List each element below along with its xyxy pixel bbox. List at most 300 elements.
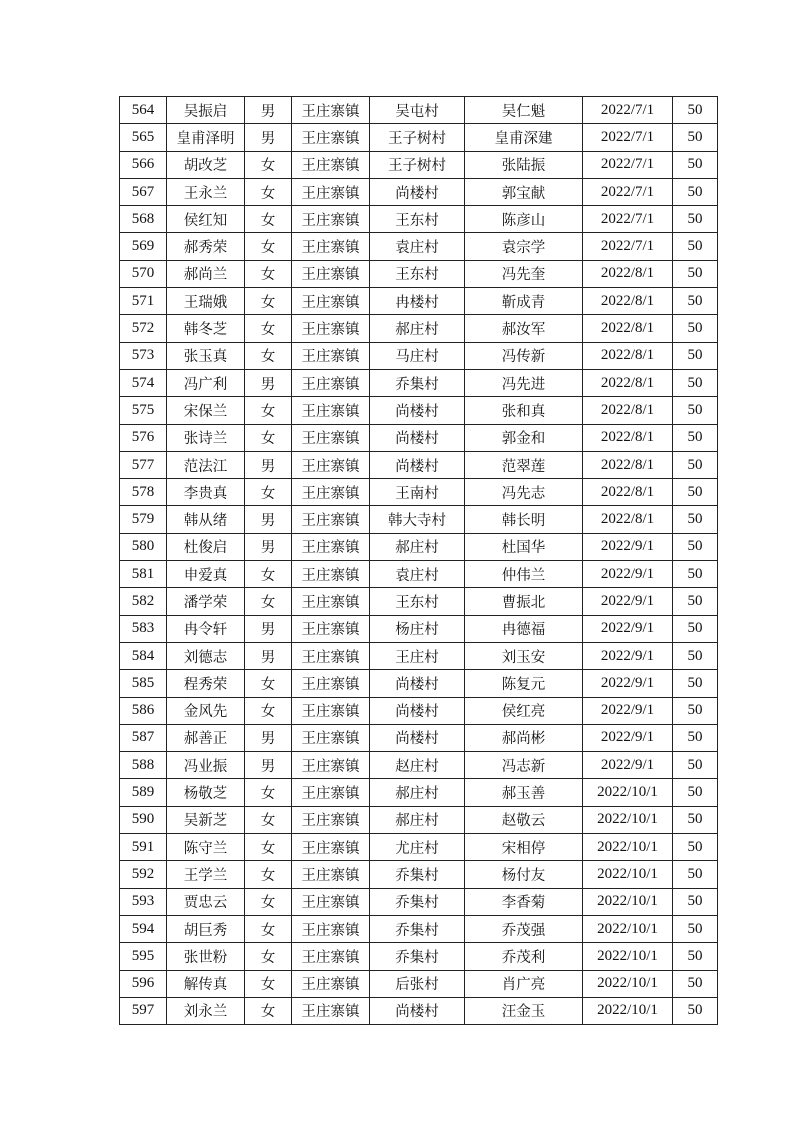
town-cell: 王庄寨镇 — [292, 479, 370, 506]
amount-cell: 50 — [673, 724, 718, 751]
amount-cell: 50 — [673, 178, 718, 205]
person-name-cell: 张诗兰 — [167, 424, 245, 451]
guardian-name-cell: 李香菊 — [465, 888, 583, 915]
table-row — [120, 124, 718, 151]
row-number-cell: 571 — [120, 288, 167, 315]
row-number-cell: 565 — [120, 124, 167, 151]
table-row — [120, 943, 718, 970]
village-cell: 王东村 — [370, 260, 465, 287]
row-number-cell: 573 — [120, 342, 167, 369]
gender-cell: 女 — [245, 670, 292, 697]
village-cell: 尚楼村 — [370, 997, 465, 1024]
town-cell: 王庄寨镇 — [292, 124, 370, 151]
table-row — [120, 397, 718, 424]
row-number-cell: 578 — [120, 479, 167, 506]
table-row — [120, 588, 718, 615]
gender-cell: 女 — [245, 206, 292, 233]
guardian-name-cell: 韩长明 — [465, 506, 583, 533]
guardian-name-cell: 靳成青 — [465, 288, 583, 315]
gender-cell: 男 — [245, 642, 292, 669]
town-cell: 王庄寨镇 — [292, 642, 370, 669]
row-number-cell: 597 — [120, 997, 167, 1024]
gender-cell: 女 — [245, 151, 292, 178]
amount-cell: 50 — [673, 288, 718, 315]
gender-cell: 男 — [245, 97, 292, 124]
amount-cell: 50 — [673, 97, 718, 124]
village-cell: 尚楼村 — [370, 724, 465, 751]
person-name-cell: 陈守兰 — [167, 834, 245, 861]
guardian-name-cell: 郭宝献 — [465, 178, 583, 205]
gender-cell: 女 — [245, 834, 292, 861]
gender-cell: 女 — [245, 915, 292, 942]
town-cell: 王庄寨镇 — [292, 861, 370, 888]
gender-cell: 男 — [245, 124, 292, 151]
village-cell: 乔集村 — [370, 888, 465, 915]
amount-cell: 50 — [673, 861, 718, 888]
amount-cell: 50 — [673, 206, 718, 233]
town-cell: 王庄寨镇 — [292, 506, 370, 533]
amount-cell: 50 — [673, 806, 718, 833]
town-cell: 王庄寨镇 — [292, 315, 370, 342]
gender-cell: 女 — [245, 997, 292, 1024]
start-date-cell: 2022/9/1 — [583, 561, 673, 588]
person-name-cell: 皇甫泽明 — [167, 124, 245, 151]
town-cell: 王庄寨镇 — [292, 288, 370, 315]
village-cell: 尤庄村 — [370, 834, 465, 861]
town-cell: 王庄寨镇 — [292, 615, 370, 642]
village-cell: 郝庄村 — [370, 806, 465, 833]
table-row — [120, 451, 718, 478]
gender-cell: 男 — [245, 506, 292, 533]
amount-cell: 50 — [673, 233, 718, 260]
start-date-cell: 2022/7/1 — [583, 206, 673, 233]
gender-cell: 女 — [245, 779, 292, 806]
town-cell: 王庄寨镇 — [292, 178, 370, 205]
person-name-cell: 吴新芝 — [167, 806, 245, 833]
row-number-cell: 580 — [120, 533, 167, 560]
amount-cell: 50 — [673, 588, 718, 615]
guardian-name-cell: 郝尚彬 — [465, 724, 583, 751]
guardian-name-cell: 杨付友 — [465, 861, 583, 888]
village-cell: 吴屯村 — [370, 97, 465, 124]
village-cell: 尚楼村 — [370, 397, 465, 424]
table-row — [120, 615, 718, 642]
start-date-cell: 2022/10/1 — [583, 915, 673, 942]
village-cell: 尚楼村 — [370, 697, 465, 724]
start-date-cell: 2022/9/1 — [583, 642, 673, 669]
table-row — [120, 342, 718, 369]
row-number-cell: 583 — [120, 615, 167, 642]
start-date-cell: 2022/8/1 — [583, 369, 673, 396]
table-row — [120, 642, 718, 669]
start-date-cell: 2022/10/1 — [583, 861, 673, 888]
table-row — [120, 533, 718, 560]
row-number-cell: 588 — [120, 752, 167, 779]
gender-cell: 女 — [245, 342, 292, 369]
row-number-cell: 592 — [120, 861, 167, 888]
village-cell: 乔集村 — [370, 943, 465, 970]
gender-cell: 女 — [245, 970, 292, 997]
row-number-cell: 572 — [120, 315, 167, 342]
village-cell: 杨庄村 — [370, 615, 465, 642]
table-row — [120, 888, 718, 915]
gender-cell: 男 — [245, 369, 292, 396]
row-number-cell: 575 — [120, 397, 167, 424]
village-cell: 赵庄村 — [370, 752, 465, 779]
records-table-body — [120, 97, 718, 1025]
amount-cell: 50 — [673, 260, 718, 287]
table-row — [120, 479, 718, 506]
amount-cell: 50 — [673, 915, 718, 942]
gender-cell: 女 — [245, 288, 292, 315]
guardian-name-cell: 仲伟兰 — [465, 561, 583, 588]
gender-cell: 女 — [245, 424, 292, 451]
start-date-cell: 2022/8/1 — [583, 397, 673, 424]
table-row — [120, 670, 718, 697]
amount-cell: 50 — [673, 642, 718, 669]
table-row — [120, 861, 718, 888]
person-name-cell: 张世粉 — [167, 943, 245, 970]
amount-cell: 50 — [673, 779, 718, 806]
start-date-cell: 2022/9/1 — [583, 588, 673, 615]
gender-cell: 女 — [245, 861, 292, 888]
start-date-cell: 2022/10/1 — [583, 834, 673, 861]
town-cell: 王庄寨镇 — [292, 997, 370, 1024]
table-row — [120, 178, 718, 205]
town-cell: 王庄寨镇 — [292, 424, 370, 451]
village-cell: 王东村 — [370, 588, 465, 615]
village-cell: 后张村 — [370, 970, 465, 997]
village-cell: 袁庄村 — [370, 233, 465, 260]
village-cell: 王东村 — [370, 206, 465, 233]
amount-cell: 50 — [673, 997, 718, 1024]
village-cell: 尚楼村 — [370, 424, 465, 451]
table-row — [120, 752, 718, 779]
table-row — [120, 915, 718, 942]
person-name-cell: 胡改芝 — [167, 151, 245, 178]
row-number-cell: 581 — [120, 561, 167, 588]
table-row — [120, 997, 718, 1024]
person-name-cell: 冉令轩 — [167, 615, 245, 642]
village-cell: 乔集村 — [370, 915, 465, 942]
amount-cell: 50 — [673, 397, 718, 424]
town-cell: 王庄寨镇 — [292, 533, 370, 560]
village-cell: 马庄村 — [370, 342, 465, 369]
amount-cell: 50 — [673, 615, 718, 642]
start-date-cell: 2022/8/1 — [583, 288, 673, 315]
person-name-cell: 韩从绪 — [167, 506, 245, 533]
guardian-name-cell: 陈彦山 — [465, 206, 583, 233]
gender-cell: 男 — [245, 615, 292, 642]
gender-cell: 女 — [245, 315, 292, 342]
start-date-cell: 2022/10/1 — [583, 997, 673, 1024]
row-number-cell: 593 — [120, 888, 167, 915]
start-date-cell: 2022/8/1 — [583, 315, 673, 342]
village-cell: 尚楼村 — [370, 178, 465, 205]
town-cell: 王庄寨镇 — [292, 888, 370, 915]
person-name-cell: 冯广利 — [167, 369, 245, 396]
guardian-name-cell: 侯红亮 — [465, 697, 583, 724]
row-number-cell: 576 — [120, 424, 167, 451]
table-row — [120, 724, 718, 751]
village-cell: 郝庄村 — [370, 315, 465, 342]
person-name-cell: 贾忠云 — [167, 888, 245, 915]
guardian-name-cell: 刘玉安 — [465, 642, 583, 669]
amount-cell: 50 — [673, 970, 718, 997]
start-date-cell: 2022/10/1 — [583, 779, 673, 806]
table-row — [120, 369, 718, 396]
amount-cell: 50 — [673, 342, 718, 369]
gender-cell: 女 — [245, 233, 292, 260]
row-number-cell: 585 — [120, 670, 167, 697]
start-date-cell: 2022/7/1 — [583, 178, 673, 205]
gender-cell: 女 — [245, 479, 292, 506]
row-number-cell: 586 — [120, 697, 167, 724]
gender-cell: 男 — [245, 451, 292, 478]
town-cell: 王庄寨镇 — [292, 752, 370, 779]
person-name-cell: 杨敬芝 — [167, 779, 245, 806]
start-date-cell: 2022/9/1 — [583, 615, 673, 642]
village-cell: 王子树村 — [370, 151, 465, 178]
amount-cell: 50 — [673, 697, 718, 724]
village-cell: 韩大寺村 — [370, 506, 465, 533]
person-name-cell: 王学兰 — [167, 861, 245, 888]
town-cell: 王庄寨镇 — [292, 724, 370, 751]
row-number-cell: 574 — [120, 369, 167, 396]
amount-cell: 50 — [673, 533, 718, 560]
guardian-name-cell: 乔茂利 — [465, 943, 583, 970]
guardian-name-cell: 乔茂强 — [465, 915, 583, 942]
amount-cell: 50 — [673, 834, 718, 861]
town-cell: 王庄寨镇 — [292, 670, 370, 697]
town-cell: 王庄寨镇 — [292, 206, 370, 233]
person-name-cell: 吴振启 — [167, 97, 245, 124]
row-number-cell: 567 — [120, 178, 167, 205]
start-date-cell: 2022/8/1 — [583, 506, 673, 533]
row-number-cell: 584 — [120, 642, 167, 669]
town-cell: 王庄寨镇 — [292, 233, 370, 260]
row-number-cell: 570 — [120, 260, 167, 287]
person-name-cell: 郝秀荣 — [167, 233, 245, 260]
guardian-name-cell: 冯先进 — [465, 369, 583, 396]
row-number-cell: 594 — [120, 915, 167, 942]
gender-cell: 女 — [245, 943, 292, 970]
row-number-cell: 569 — [120, 233, 167, 260]
guardian-name-cell: 冯志新 — [465, 752, 583, 779]
table-row — [120, 97, 718, 124]
guardian-name-cell: 汪金玉 — [465, 997, 583, 1024]
gender-cell: 女 — [245, 397, 292, 424]
gender-cell: 女 — [245, 561, 292, 588]
start-date-cell: 2022/7/1 — [583, 151, 673, 178]
guardian-name-cell: 冯先奎 — [465, 260, 583, 287]
row-number-cell: 591 — [120, 834, 167, 861]
table-row — [120, 206, 718, 233]
table-row — [120, 561, 718, 588]
village-cell: 郝庄村 — [370, 779, 465, 806]
town-cell: 王庄寨镇 — [292, 806, 370, 833]
row-number-cell: 566 — [120, 151, 167, 178]
town-cell: 王庄寨镇 — [292, 779, 370, 806]
row-number-cell: 564 — [120, 97, 167, 124]
start-date-cell: 2022/9/1 — [583, 752, 673, 779]
guardian-name-cell: 冯先志 — [465, 479, 583, 506]
table-row — [120, 233, 718, 260]
town-cell: 王庄寨镇 — [292, 561, 370, 588]
amount-cell: 50 — [673, 561, 718, 588]
town-cell: 王庄寨镇 — [292, 943, 370, 970]
guardian-name-cell: 肖广亮 — [465, 970, 583, 997]
guardian-name-cell: 冉德福 — [465, 615, 583, 642]
start-date-cell: 2022/8/1 — [583, 479, 673, 506]
town-cell: 王庄寨镇 — [292, 151, 370, 178]
guardian-name-cell: 宋相停 — [465, 834, 583, 861]
table-row — [120, 151, 718, 178]
start-date-cell: 2022/8/1 — [583, 424, 673, 451]
start-date-cell: 2022/8/1 — [583, 342, 673, 369]
town-cell: 王庄寨镇 — [292, 342, 370, 369]
village-cell: 尚楼村 — [370, 451, 465, 478]
gender-cell: 男 — [245, 724, 292, 751]
table-row — [120, 315, 718, 342]
row-number-cell: 579 — [120, 506, 167, 533]
row-number-cell: 589 — [120, 779, 167, 806]
gender-cell: 男 — [245, 752, 292, 779]
amount-cell: 50 — [673, 479, 718, 506]
guardian-name-cell: 郭金和 — [465, 424, 583, 451]
guardian-name-cell: 杜国华 — [465, 533, 583, 560]
start-date-cell: 2022/9/1 — [583, 724, 673, 751]
person-name-cell: 王瑞娥 — [167, 288, 245, 315]
gender-cell: 女 — [245, 697, 292, 724]
town-cell: 王庄寨镇 — [292, 397, 370, 424]
amount-cell: 50 — [673, 315, 718, 342]
guardian-name-cell: 皇甫深建 — [465, 124, 583, 151]
person-name-cell: 解传真 — [167, 970, 245, 997]
amount-cell: 50 — [673, 506, 718, 533]
start-date-cell: 2022/8/1 — [583, 451, 673, 478]
person-name-cell: 郝善正 — [167, 724, 245, 751]
village-cell: 乔集村 — [370, 369, 465, 396]
village-cell: 王庄村 — [370, 642, 465, 669]
gender-cell: 女 — [245, 260, 292, 287]
person-name-cell: 刘永兰 — [167, 997, 245, 1024]
town-cell: 王庄寨镇 — [292, 588, 370, 615]
person-name-cell: 李贵真 — [167, 479, 245, 506]
guardian-name-cell: 赵敬云 — [465, 806, 583, 833]
person-name-cell: 郝尚兰 — [167, 260, 245, 287]
amount-cell: 50 — [673, 670, 718, 697]
start-date-cell: 2022/9/1 — [583, 697, 673, 724]
village-cell: 尚楼村 — [370, 670, 465, 697]
row-number-cell: 568 — [120, 206, 167, 233]
village-cell: 乔集村 — [370, 861, 465, 888]
village-cell: 冉楼村 — [370, 288, 465, 315]
person-name-cell: 金风先 — [167, 697, 245, 724]
person-name-cell: 侯红知 — [167, 206, 245, 233]
village-cell: 袁庄村 — [370, 561, 465, 588]
person-name-cell: 胡巨秀 — [167, 915, 245, 942]
person-name-cell: 潘学荣 — [167, 588, 245, 615]
guardian-name-cell: 陈复元 — [465, 670, 583, 697]
person-name-cell: 王永兰 — [167, 178, 245, 205]
table-row — [120, 834, 718, 861]
guardian-name-cell: 吴仁魁 — [465, 97, 583, 124]
guardian-name-cell: 张陆振 — [465, 151, 583, 178]
village-cell: 郝庄村 — [370, 533, 465, 560]
town-cell: 王庄寨镇 — [292, 970, 370, 997]
person-name-cell: 杜俊启 — [167, 533, 245, 560]
person-name-cell: 张玉真 — [167, 342, 245, 369]
table-row — [120, 424, 718, 451]
town-cell: 王庄寨镇 — [292, 451, 370, 478]
row-number-cell: 595 — [120, 943, 167, 970]
start-date-cell: 2022/9/1 — [583, 670, 673, 697]
records-table — [119, 96, 718, 1025]
amount-cell: 50 — [673, 888, 718, 915]
town-cell: 王庄寨镇 — [292, 915, 370, 942]
town-cell: 王庄寨镇 — [292, 834, 370, 861]
amount-cell: 50 — [673, 943, 718, 970]
row-number-cell: 582 — [120, 588, 167, 615]
town-cell: 王庄寨镇 — [292, 260, 370, 287]
amount-cell: 50 — [673, 752, 718, 779]
start-date-cell: 2022/10/1 — [583, 888, 673, 915]
row-number-cell: 587 — [120, 724, 167, 751]
gender-cell: 女 — [245, 806, 292, 833]
person-name-cell: 韩冬芝 — [167, 315, 245, 342]
guardian-name-cell: 郝汝军 — [465, 315, 583, 342]
amount-cell: 50 — [673, 151, 718, 178]
start-date-cell: 2022/7/1 — [583, 97, 673, 124]
start-date-cell: 2022/8/1 — [583, 260, 673, 287]
table-row — [120, 806, 718, 833]
table-row — [120, 506, 718, 533]
start-date-cell: 2022/7/1 — [583, 233, 673, 260]
start-date-cell: 2022/10/1 — [583, 970, 673, 997]
guardian-name-cell: 张和真 — [465, 397, 583, 424]
village-cell: 王南村 — [370, 479, 465, 506]
amount-cell: 50 — [673, 124, 718, 151]
village-cell: 王子树村 — [370, 124, 465, 151]
row-number-cell: 577 — [120, 451, 167, 478]
gender-cell: 女 — [245, 888, 292, 915]
table-row — [120, 288, 718, 315]
start-date-cell: 2022/10/1 — [583, 806, 673, 833]
table-row — [120, 970, 718, 997]
gender-cell: 男 — [245, 533, 292, 560]
person-name-cell: 宋保兰 — [167, 397, 245, 424]
person-name-cell: 刘德志 — [167, 642, 245, 669]
table-row — [120, 260, 718, 287]
amount-cell: 50 — [673, 369, 718, 396]
person-name-cell: 申爱真 — [167, 561, 245, 588]
table-row — [120, 697, 718, 724]
start-date-cell: 2022/10/1 — [583, 943, 673, 970]
start-date-cell: 2022/9/1 — [583, 533, 673, 560]
start-date-cell: 2022/7/1 — [583, 124, 673, 151]
person-name-cell: 冯业振 — [167, 752, 245, 779]
guardian-name-cell: 袁宗学 — [465, 233, 583, 260]
town-cell: 王庄寨镇 — [292, 97, 370, 124]
gender-cell: 女 — [245, 588, 292, 615]
person-name-cell: 程秀荣 — [167, 670, 245, 697]
amount-cell: 50 — [673, 451, 718, 478]
person-name-cell: 范法江 — [167, 451, 245, 478]
guardian-name-cell: 范翠莲 — [465, 451, 583, 478]
town-cell: 王庄寨镇 — [292, 369, 370, 396]
row-number-cell: 590 — [120, 806, 167, 833]
